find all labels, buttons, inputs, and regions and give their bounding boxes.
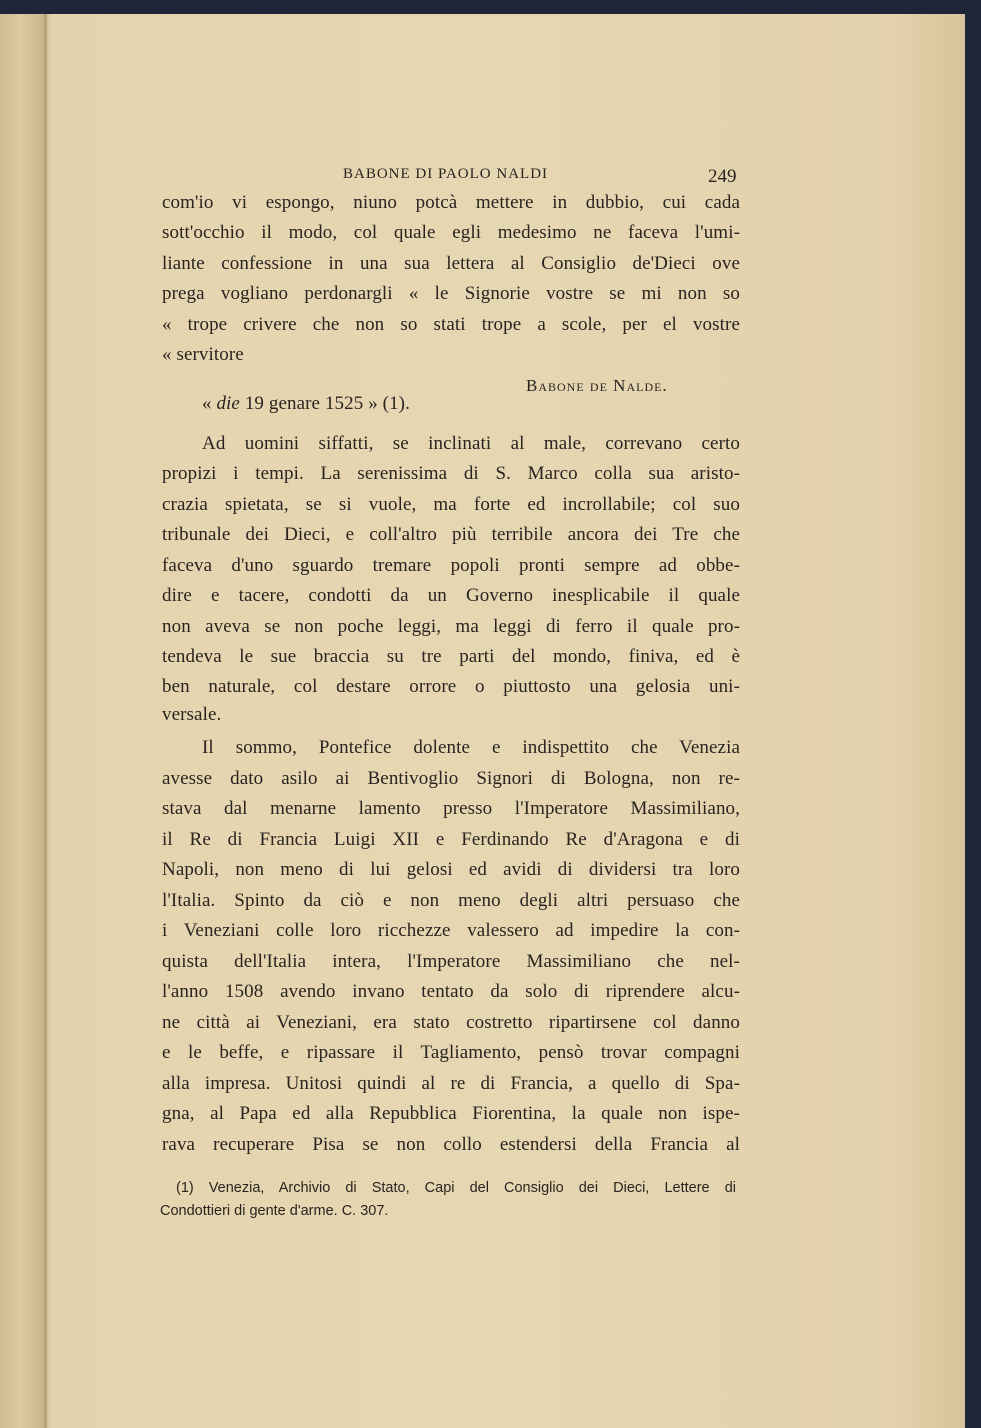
page-gutter <box>44 14 47 1428</box>
text-line: Napoli, non meno di lui gelosi ed avidi di dividersi tra loro <box>162 859 740 880</box>
text-line: sott'occhio il modo, col quale egli medesimo ne faceva l'umi- <box>162 222 740 243</box>
text-line: crazia spietata, se si vuole, ma forte ed incrollabile; col suo <box>162 494 740 515</box>
footnote-line: (1) Venezia, Archivio di Stato, Capi del Consiglio dei Dieci, Lettere di <box>176 1180 736 1196</box>
running-title: BABONE DI PAOLO NALDI <box>343 166 549 182</box>
text-line: tribunale dei Dieci, e coll'altro più terribile ancora dei Tre che <box>162 524 740 545</box>
text-line: « die 19 genare 1525 » (1). <box>202 393 410 414</box>
text-line: stava dal menarne lamento presso l'Imperatore Massimiliano, <box>162 798 740 819</box>
text-line: avesse dato asilo ai Bentivoglio Signori di Bologna, non re- <box>162 768 740 789</box>
italic-die: die <box>216 393 240 414</box>
letter-signature: Babone de Nalde. <box>526 376 668 395</box>
text-line: Il sommo, Pontefice dolente e indispettito che Venezia <box>202 737 740 758</box>
text-line: l'Italia. Spinto da ciò e non meno degli altri persuaso che <box>162 890 740 911</box>
text-line: quista dell'Italia intera, l'Imperatore Massimiliano che nel- <box>162 951 740 972</box>
text-line: dire e tacere, condotti da un Governo inesplicabile il quale <box>162 585 740 606</box>
text-line: com'io vi espongo, niuno potcà mettere in dubbio, cui cada <box>162 192 740 213</box>
text-line: il Re di Francia Luigi XII e Ferdinando Re d'Aragona e di <box>162 829 740 850</box>
book-page <box>0 14 965 1428</box>
text-line: « servitore <box>162 344 244 365</box>
text-line: rava recuperare Pisa se non collo estendersi della Francia al <box>162 1134 740 1155</box>
text-line: « trope crivere che non so stati trope a scole, per el vostre <box>162 314 740 335</box>
text-line: e le beffe, e ripassare il Tagliamento, pensò trovar compagni <box>162 1042 740 1063</box>
text-line: alla impresa. Unitosi quindi al re di Francia, a quello di Spa- <box>162 1073 740 1094</box>
text-line: propizi i tempi. La serenissima di S. Marco colla sua aristo- <box>162 463 740 484</box>
footnote-line: Condottieri di gente d'arme. C. 307. <box>160 1203 389 1219</box>
text-line: versale. <box>162 704 222 725</box>
text-line: non aveva se non poche leggi, ma leggi di ferro il quale pro- <box>162 616 740 637</box>
text-line: tendeva le sue braccia su tre parti del mondo, finiva, ed è <box>162 646 740 667</box>
text-line: ne città ai Veneziani, era stato costretto ripartirsene col danno <box>162 1012 740 1033</box>
page-number: 249 <box>708 166 737 187</box>
text-line: Ad uomini siffatti, se inclinati al male, correvano certo <box>202 433 740 454</box>
text-line: gna, al Papa ed alla Repubblica Fiorentina, la quale non ispe- <box>162 1103 740 1124</box>
text-line: i Veneziani colle loro ricchezze valessero ad impedire la con- <box>162 920 740 941</box>
text-line: l'anno 1508 avendo invano tentato da solo di riprendere alcu- <box>162 981 740 1002</box>
text-line: faceva d'uno sguardo tremare popoli pronti sempre ad obbe- <box>162 555 740 576</box>
text-line: prega vogliano perdonargli « le Signorie vostre se mi non so <box>162 283 740 304</box>
text-line: ben naturale, col destare orrore o piuttosto una gelosia uni- <box>162 676 740 697</box>
text-line: liante confessione in una sua lettera al Consiglio de'Dieci ove <box>162 253 740 274</box>
